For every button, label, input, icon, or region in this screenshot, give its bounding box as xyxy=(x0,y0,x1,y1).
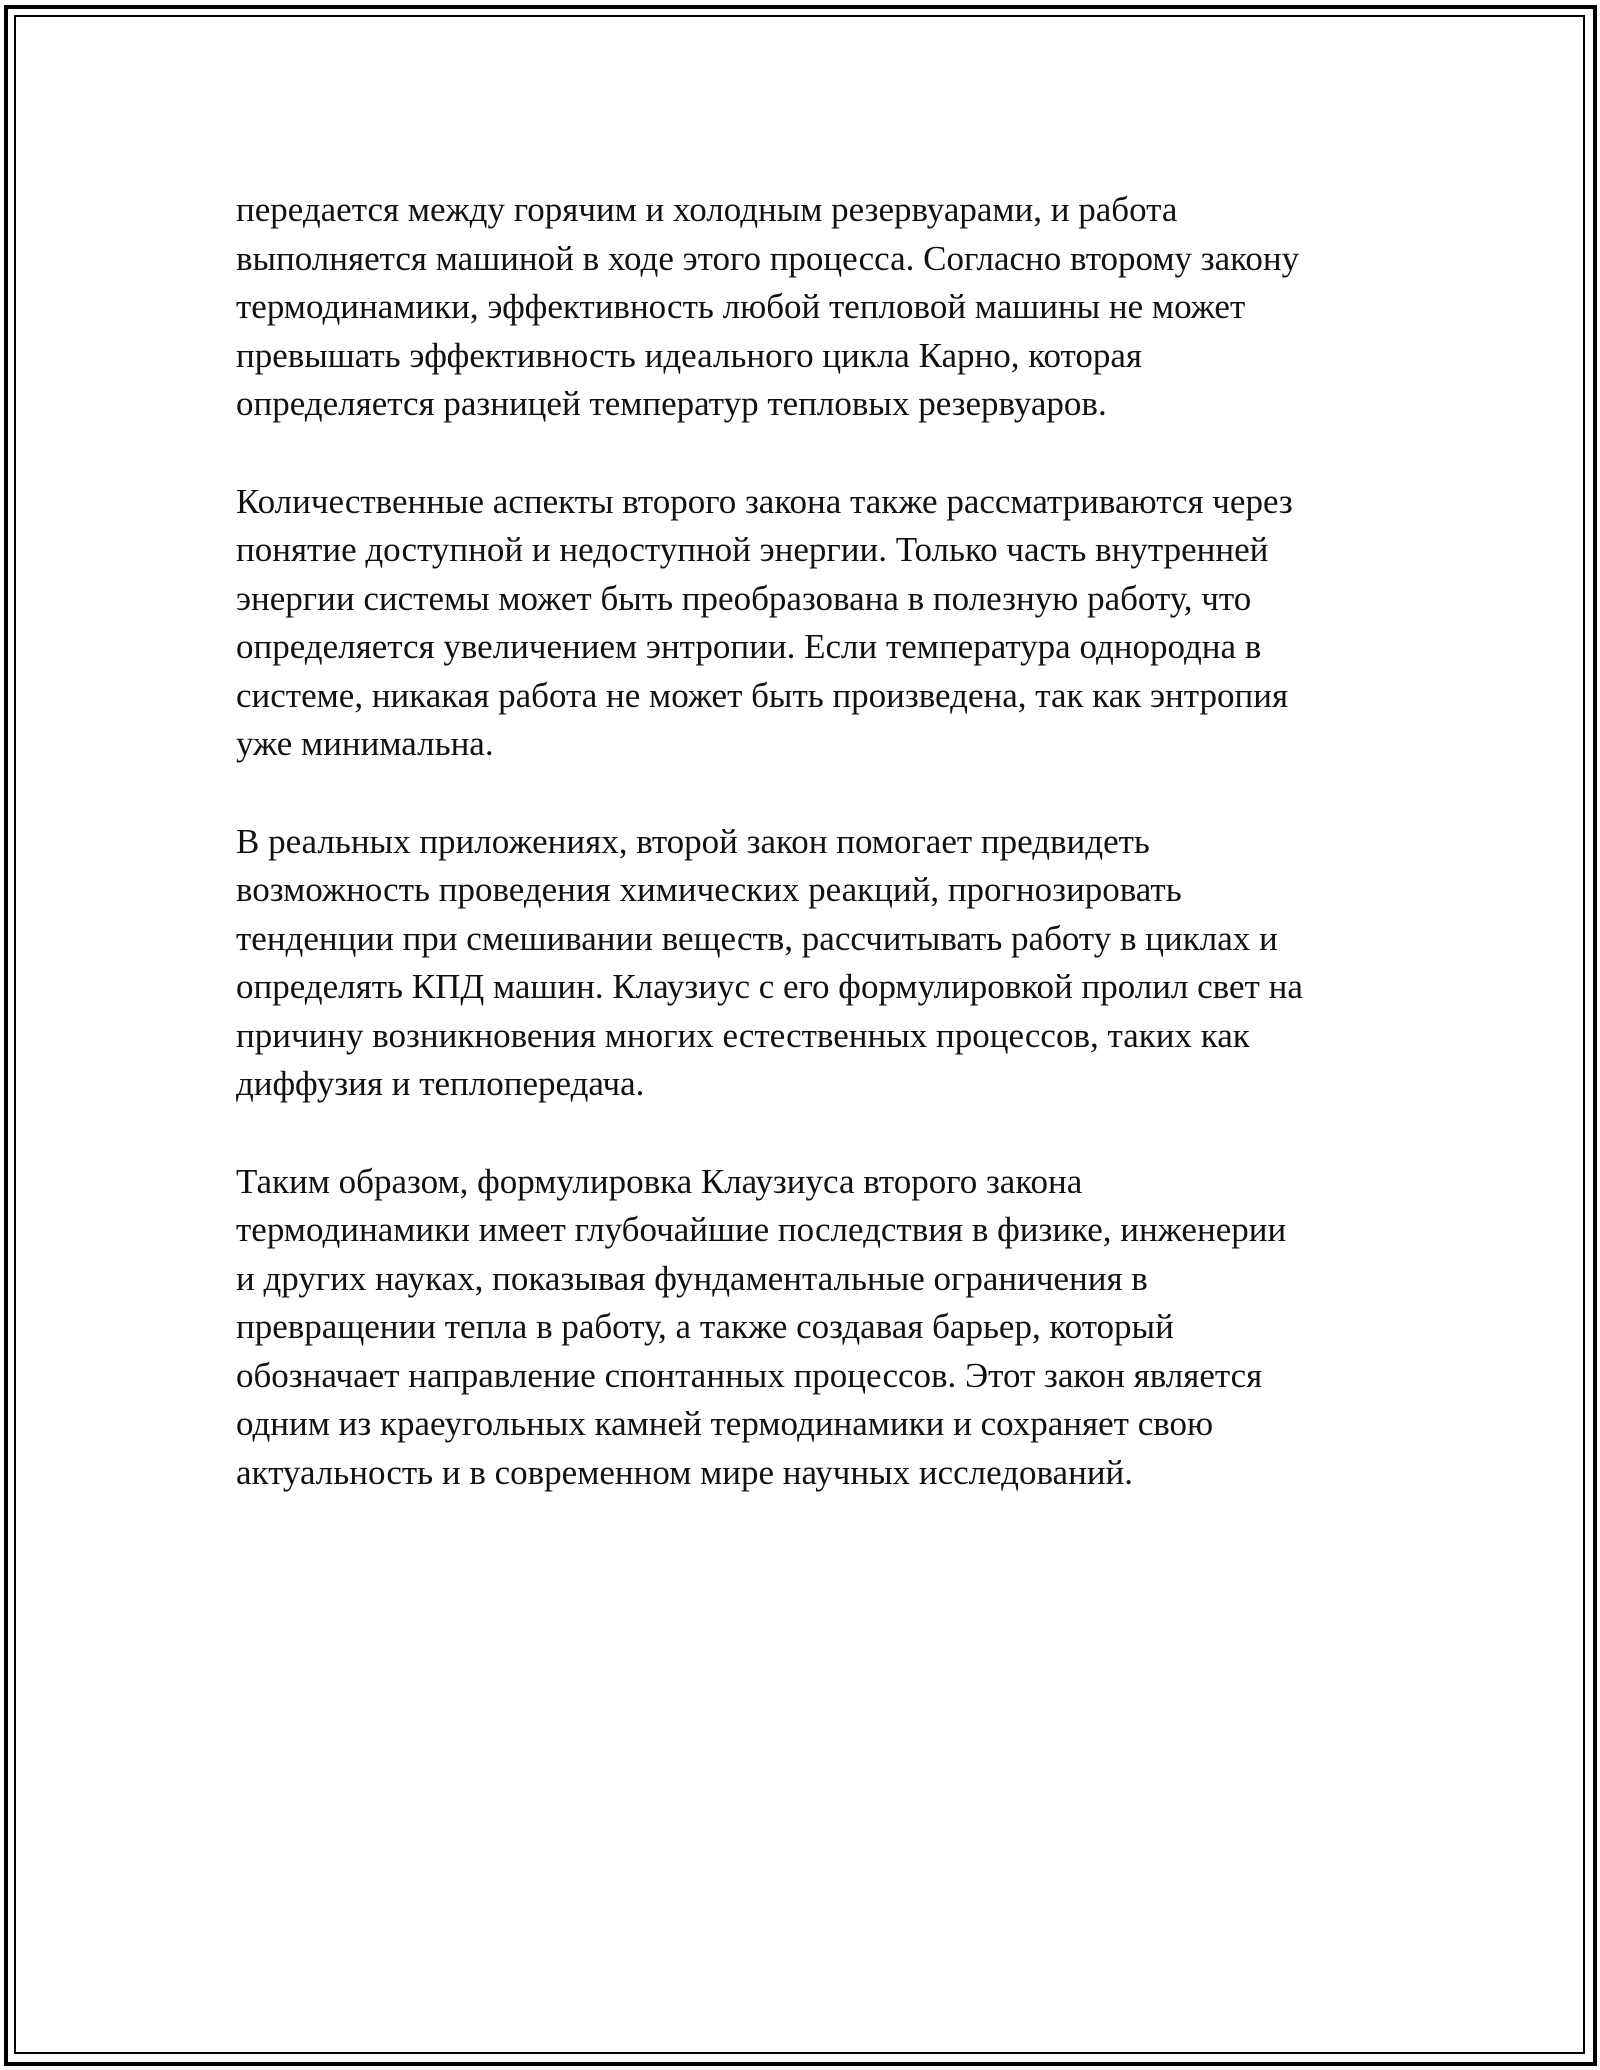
document-body xyxy=(236,186,1376,1546)
paragraph-carnot-efficiency: передается между горячим и холодным резервуарами, и работа выполняется машиной в ходе этого процесса. Согласно второму закону термодинамики, эффективность любой тепловой машины не может превышать эффективность идеального цикла Карно, которая определяется разницей температур тепловых резервуаров. xyxy=(236,190,1300,423)
paragraph-conclusion: Таким образом, формулировка Клаузиуса второго закона термодинамики имеет глубочайшие последствия в физике, инженерии и других науках, показывая фундаментальные ограничения в превращении тепла в работу, а также создавая барьер, который обозначает направление спонтанных процессов. Этот закон является одним из краеугольных камней термодинамики и сохраняет свою актуальность и в современном мире научных исследований. xyxy=(236,1161,1287,1492)
paragraph-available-energy: Количественные аспекты второго закона также рассматриваются через понятие доступной и недоступной энергии. Только часть внутренней энергии системы может быть преобразована в полезную работу, что определяется увеличением энтропии. Если температура однородна в системе, никакая работа не может быть произведена, так как энтропия уже минимальна. xyxy=(236,481,1293,763)
paragraph-real-applications: В реальных приложениях, второй закон помогает предвидеть возможность проведения химических реакций, прогнозировать тенденции при смешивании веществ, рассчитывать работу в циклах и определять КПД машин. Клаузиус с его формулировкой пролил свет на причину возникновения многих естественных процессов, таких как диффузия и теплопередача. xyxy=(236,821,1303,1103)
